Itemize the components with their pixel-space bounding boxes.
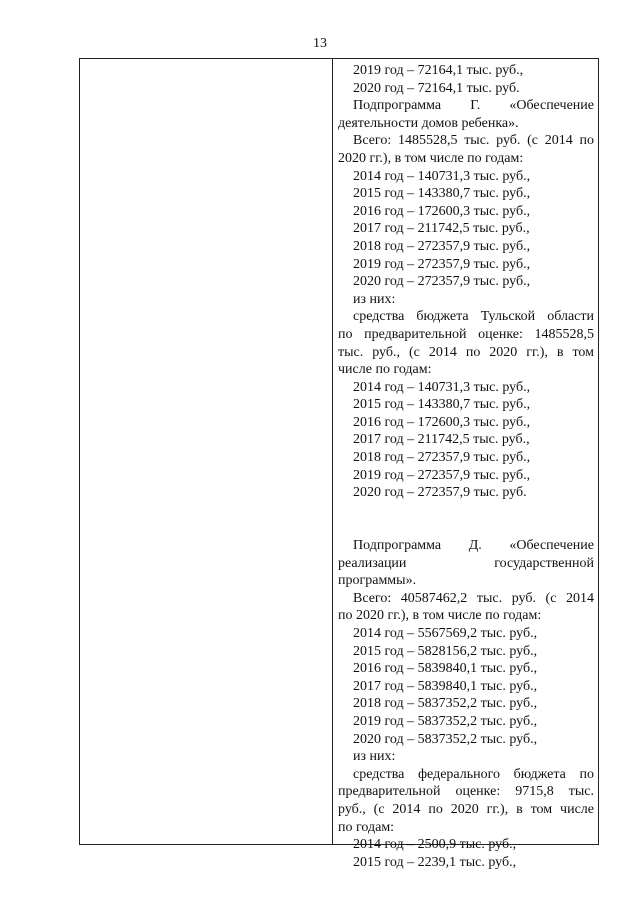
text-line: средства бюджета Тульской области [353,309,594,325]
text-line: 2018 год – 5837352,2 тыс. руб., [353,696,538,712]
text-line: 2017 год – 211742,5 тыс. руб., [353,221,530,237]
text-line: 2014 год – 5567569,2 тыс. руб., [353,626,538,641]
text-line: Подпрограмма Г. «Обеспечение [353,98,594,114]
text-line: из них: [353,749,396,765]
text-line: 2014 год – 2500,9 тыс. руб., [353,837,517,853]
text-line: 2016 год – 5839840,1 тыс. руб., [353,661,538,677]
text-line: деятельности домов ребенка». [338,115,519,131]
text-line: из них: [353,291,396,307]
table-left-column [80,59,333,844]
text-line: 2020 год – 72164,1 тыс. руб. [353,80,520,96]
text-line: 2017 год – 5839840,1 тыс. руб., [353,678,538,694]
text-line: 2020 год – 272357,9 тыс. руб., [353,274,531,290]
text-line: средства федерального бюджета по [353,766,594,782]
text-line: предварительной оценке: 9715,8 тыс. [338,784,594,800]
page-number: 13 [313,36,327,51]
text-line: программы». [338,573,417,589]
text-line: тыс. руб., (с 2014 по 2020 гг.), в том [338,344,594,360]
blank-line [338,519,594,537]
text-line: 2015 год – 143380,7 тыс. руб., [353,397,531,413]
text-line: 2019 год – 5837352,2 тыс. руб., [353,713,538,729]
text-line: 2014 год – 140731,3 тыс. руб., [353,379,531,395]
text-line: 2015 год – 143380,7 тыс. руб., [353,186,531,202]
text-line: 2015 год – 2239,1 тыс. руб., [353,854,517,870]
text-line: Всего: 40587462,2 тыс. руб. (с 2014 [353,590,594,606]
text-line: по 2020 гг.), в том числе по годам: [338,608,542,624]
text-line: 2014 год – 140731,3 тыс. руб., [353,168,531,184]
text-line: 2020 год – 5837352,2 тыс. руб., [353,731,538,747]
text-line: 2019 год – 272357,9 тыс. руб., [353,256,531,272]
text-line: по предварительной оценке: 1485528,5 [338,326,594,342]
text-line: руб., (с 2014 по 2020 гг.), в том числе [338,801,594,817]
text-line: числе по годам: [338,362,432,378]
text-line: Подпрограмма Д. «Обеспечение [353,538,594,554]
text-line: реализации государственной [338,555,594,571]
text-line: 2015 год – 5828156,2 тыс. руб., [353,643,538,659]
text-line: 2016 год – 172600,3 тыс. руб., [353,203,531,219]
text-line: 2017 год – 211742,5 тыс. руб., [353,432,530,448]
text-line: 2020 год – 272357,9 тыс. руб. [353,485,527,501]
blank-line [338,502,594,520]
text-line: 2018 год – 272357,9 тыс. руб., [353,450,531,466]
program-table [79,58,599,870]
text-line: по годам: [338,819,395,835]
table-right-column [333,59,598,870]
text-line: 2019 год – 72164,1 тыс. руб., [353,63,524,78]
text-line: 2020 гг.), в том числе по годам: [338,150,524,166]
text-line: 2016 год – 172600,3 тыс. руб., [353,414,531,430]
text-line: Всего: 1485528,5 тыс. руб. (с 2014 по [353,133,594,149]
text-line: 2018 год – 272357,9 тыс. руб., [353,238,531,254]
text-line: 2019 год – 272357,9 тыс. руб., [353,467,531,483]
